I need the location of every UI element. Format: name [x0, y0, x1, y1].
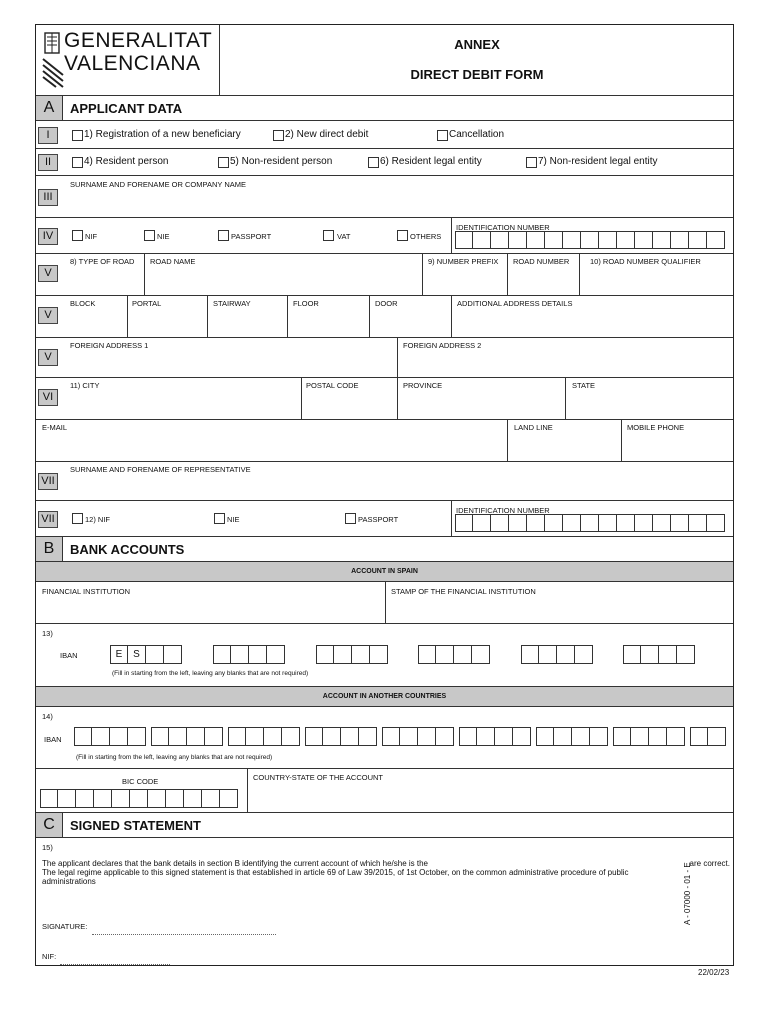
- spain-iban-group-1[interactable]: [110, 645, 182, 664]
- nie-label: NIE: [157, 232, 170, 241]
- city-label: 11) CITY: [70, 381, 100, 390]
- resident-entity-checkbox[interactable]: [368, 157, 379, 168]
- block-label: BLOCK: [70, 299, 96, 308]
- other-iban-group-9[interactable]: [690, 727, 726, 746]
- others-checkbox[interactable]: [397, 230, 408, 241]
- other-iban-label: IBAN: [44, 735, 62, 744]
- representative-name-label: SURNAME AND FORENAME OF REPRESENTATIVE: [70, 465, 251, 474]
- account-spain-header: ACCOUNT IN SPAIN: [36, 562, 733, 581]
- id-number-label: IDENTIFICATION NUMBER: [456, 223, 550, 232]
- others-label: OTHERS: [410, 232, 442, 241]
- non-resident-person-label: 5) Non-resident person: [230, 156, 333, 167]
- road-number-label: ROAD NUMBER: [513, 257, 570, 266]
- nif-label: NIF: [85, 232, 98, 241]
- form-page: [35, 24, 734, 966]
- foreign-address-1-label: FOREIGN ADDRESS 1: [70, 341, 149, 350]
- road-name-label: ROAD NAME: [150, 257, 196, 266]
- portal-label: PORTAL: [132, 299, 162, 308]
- iban-country-s: S: [128, 645, 146, 664]
- other-number-label: 14): [42, 712, 53, 721]
- new-beneficiary-label: 1) Registration of a new beneficiary: [84, 129, 241, 140]
- spain-iban-group-3[interactable]: [316, 645, 388, 664]
- form-date: 22/02/23: [698, 968, 730, 977]
- other-iban-group-7[interactable]: [536, 727, 608, 746]
- other-iban-group-5[interactable]: [382, 727, 454, 746]
- form-subtitle: DIRECT DEBIT FORM: [410, 67, 544, 82]
- other-note: (Fill in starting from the left, leaving any blanks that are not required): [76, 754, 273, 761]
- row-iv-label: IV: [38, 228, 58, 245]
- section-c-letter: C: [36, 813, 63, 837]
- province-label: PROVINCE: [403, 381, 443, 390]
- row-vii-id-label: VII: [38, 511, 58, 528]
- row-v-block-label: V: [38, 307, 58, 324]
- cancellation-label: Cancellation: [449, 129, 505, 140]
- signature-label: SIGNATURE:: [42, 922, 88, 931]
- row-i-label: I: [38, 127, 58, 144]
- other-iban-group-2[interactable]: [151, 727, 223, 746]
- cancellation-checkbox[interactable]: [437, 130, 448, 141]
- resident-person-checkbox[interactable]: [72, 157, 83, 168]
- rep-nie-checkbox[interactable]: [214, 513, 225, 524]
- additional-address-label: ADDITIONAL ADDRESS DETAILS: [457, 299, 573, 308]
- rep-nif-checkbox[interactable]: [72, 513, 83, 524]
- vat-label: VAT: [337, 232, 351, 241]
- financial-institution-label: FINANCIAL INSTITUTION: [42, 587, 131, 596]
- spain-iban-group-4[interactable]: [418, 645, 490, 664]
- other-iban-group-3[interactable]: [228, 727, 300, 746]
- logo-block: [36, 25, 220, 95]
- statement-line-1-end: are correct.: [689, 859, 730, 868]
- company-name-field[interactable]: [66, 177, 732, 215]
- new-direct-debit-checkbox[interactable]: [273, 130, 284, 141]
- rep-id-number-boxes[interactable]: [455, 514, 725, 532]
- row-vi-label: VI: [38, 389, 58, 406]
- nie-checkbox[interactable]: [144, 230, 155, 241]
- iban-country-e: E: [110, 645, 128, 664]
- door-label: DOOR: [375, 299, 398, 308]
- spain-iban-label: IBAN: [60, 651, 78, 660]
- org-name-line2: VALENCIANA: [64, 52, 201, 75]
- section-a-letter: A: [36, 96, 63, 120]
- rep-nie-label: NIE: [227, 515, 240, 524]
- type-of-road-label: 8) TYPE OF ROAD: [70, 257, 135, 266]
- landline-label: LAND LINE: [514, 423, 553, 432]
- nif-checkbox[interactable]: [72, 230, 83, 241]
- org-name-line1: GENERALITAT: [64, 29, 213, 52]
- row-v-label: V: [38, 265, 58, 282]
- passport-checkbox[interactable]: [218, 230, 229, 241]
- bic-code-boxes[interactable]: [40, 789, 238, 808]
- crest-icon: [40, 29, 66, 91]
- mobile-phone-label: MOBILE PHONE: [627, 423, 685, 432]
- signature-line[interactable]: [92, 933, 276, 935]
- spain-note: (Fill in starting from the left, leaving any blanks that are not required): [112, 670, 309, 677]
- resident-person-label: 4) Resident person: [84, 156, 169, 167]
- spain-iban-group-6[interactable]: [623, 645, 695, 664]
- form-title: ANNEX: [454, 37, 500, 52]
- company-name-label: SURNAME AND FORENAME OR COMPANY NAME: [70, 180, 246, 189]
- non-resident-entity-label: 7) Non-resident legal entity: [538, 156, 658, 167]
- section-a-title: APPLICANT DATA: [70, 101, 183, 116]
- row-vii-label: VII: [38, 473, 58, 490]
- email-label: E-MAIL: [42, 423, 68, 432]
- account-other-header: ACCOUNT IN ANOTHER COUNTRIES: [36, 687, 733, 706]
- new-beneficiary-checkbox[interactable]: [72, 130, 83, 141]
- statement-text: [42, 859, 730, 886]
- other-iban-group-8[interactable]: [613, 727, 685, 746]
- form-code: A - 07000 - 01 - E: [683, 862, 692, 925]
- country-state-label: COUNTRY-STATE OF THE ACCOUNT: [253, 773, 384, 782]
- passport-label: PASSPORT: [231, 232, 272, 241]
- row-ii-label: II: [38, 154, 58, 171]
- road-qualifier-label: 10) ROAD NUMBER QUALIFIER: [590, 257, 701, 266]
- id-number-boxes[interactable]: [455, 231, 725, 249]
- spain-iban-group-5[interactable]: [521, 645, 593, 664]
- other-iban-group-1[interactable]: [74, 727, 146, 746]
- other-iban-group-4[interactable]: [305, 727, 377, 746]
- vat-checkbox[interactable]: [323, 230, 334, 241]
- bic-code-label: BIC CODE: [122, 777, 159, 786]
- section-c-title: SIGNED STATEMENT: [70, 818, 201, 833]
- nif-signature-label: NIF:: [42, 952, 57, 961]
- row-iii-label: III: [38, 189, 58, 206]
- other-iban-group-6[interactable]: [459, 727, 531, 746]
- stamp-label: STAMP OF THE FINANCIAL INSTITUTION: [391, 587, 536, 596]
- row-v-foreign-label: V: [38, 349, 58, 366]
- non-resident-person-checkbox[interactable]: [218, 157, 229, 168]
- statement-line-2: The legal regime applicable to this signed statement is that established in article 69 of Law 39/2015, of 1st October, on the common administrative procedure of public: [42, 868, 629, 877]
- rep-id-number-label: IDENTIFICATION NUMBER: [456, 506, 550, 515]
- new-direct-debit-label: 2) New direct debit: [285, 129, 369, 140]
- section-b-title: BANK ACCOUNTS: [70, 542, 185, 557]
- non-resident-entity-checkbox[interactable]: [526, 157, 537, 168]
- foreign-address-2-label: FOREIGN ADDRESS 2: [403, 341, 482, 350]
- state-label: STATE: [572, 381, 596, 390]
- nif-signature-line[interactable]: [60, 963, 170, 965]
- spain-number-label: 13): [42, 629, 53, 638]
- number-prefix-label: 9) NUMBER PREFIX: [428, 257, 499, 266]
- rep-passport-label: PASSPORT: [358, 515, 399, 524]
- statement-number: 15): [42, 843, 53, 852]
- resident-entity-label: 6) Resident legal entity: [380, 156, 482, 167]
- floor-label: FLOOR: [293, 299, 319, 308]
- statement-line-3: administrations: [42, 877, 96, 886]
- rep-nif-label: 12) NIF: [85, 515, 111, 524]
- rep-passport-checkbox[interactable]: [345, 513, 356, 524]
- postal-code-label: POSTAL CODE: [306, 381, 359, 390]
- section-b-letter: B: [36, 537, 63, 561]
- statement-line-1: The applicant declares that the bank details in section B identifying the current account of which he/she is the: [42, 859, 429, 868]
- spain-iban-group-2[interactable]: [213, 645, 285, 664]
- stairway-label: STAIRWAY: [213, 299, 251, 308]
